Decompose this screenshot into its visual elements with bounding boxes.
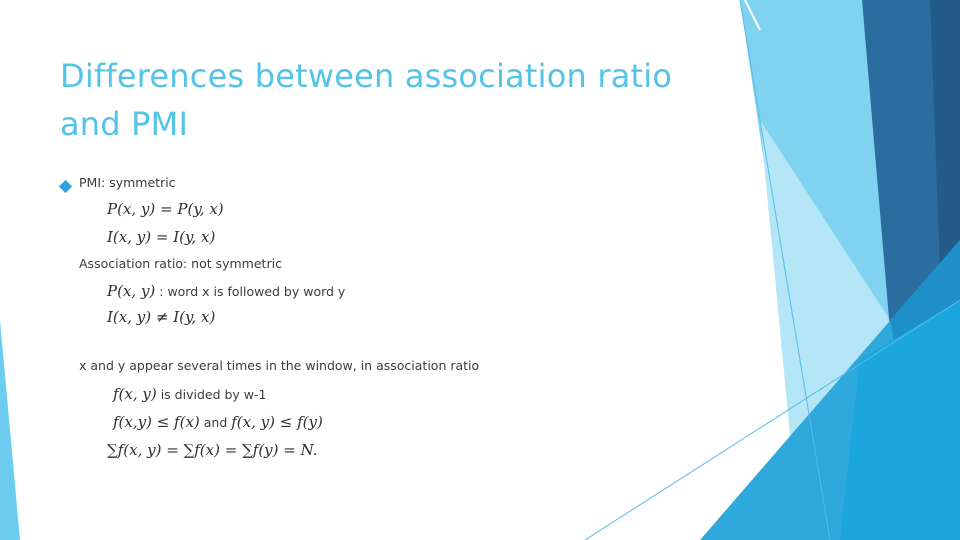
association-ratio-heading: Association ratio: not symmetric: [79, 256, 282, 271]
association-ratio-equation-1: [107, 281, 345, 300]
inequality-and: and: [199, 415, 232, 430]
inequality-math-2: f(x, y) ≤ f(y): [231, 413, 323, 431]
title-line-2: and PMI: [60, 105, 189, 143]
pmi-equation-2: I(x, y) = I(y, x): [107, 228, 216, 246]
sum-equation: ∑f(x, y) = ∑f(x) = ∑f(y) = N.: [107, 441, 318, 459]
inequality-line: [113, 412, 323, 431]
title-line-1: Differences between association ratio: [60, 57, 673, 95]
slide-title: [60, 52, 672, 148]
pmi-heading: PMI: symmetric: [79, 175, 176, 190]
pmi-equation-1: P(x, y) = P(y, x): [107, 200, 224, 218]
window-description: x and y appear several times in the window, in association ratio: [79, 358, 480, 373]
divided-line: [113, 384, 266, 403]
association-ratio-equation-2: I(x, y) ≠ I(y, x): [107, 308, 216, 326]
left-edge-sliver: [0, 320, 20, 540]
inequality-math-1: f(x,y) ≤ f(x): [113, 413, 200, 431]
divided-math: f(x, y): [113, 385, 157, 403]
divided-text: is divided by w-1: [156, 387, 267, 402]
ar-equation-math: P(x, y): [107, 282, 156, 300]
ar-equation-text: : word x is followed by word y: [155, 284, 346, 299]
